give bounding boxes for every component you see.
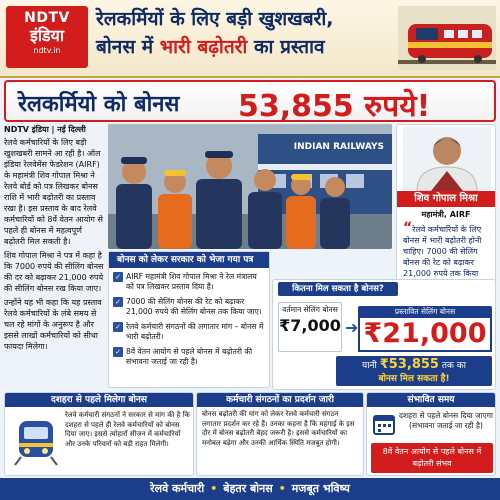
headline-line-2 [96, 33, 396, 61]
headline [96, 5, 396, 61]
footer-separator: • [278, 482, 286, 495]
footer-item-3: मजबूत भविष्य [291, 482, 350, 495]
total-bonus-callout [336, 356, 492, 386]
article-dateline: NDTV इंडिया | नई दिल्ली [4, 125, 86, 134]
protest-box [196, 392, 364, 476]
letter-title: बोनस को लेकर सरकार को भेजा गया पत्र [109, 252, 269, 268]
list-item-text: 8वें वेतन आयोग से पहले बोनस में बढ़ोतरी की संभावना जताई जा रही है। [126, 347, 253, 366]
total-suffix: तक का [438, 361, 466, 371]
total-prefix: यानी [362, 361, 380, 371]
dussehra-box-title: दशहरा से पहले मिलेगा बोनस [5, 393, 193, 407]
footer-bar [0, 478, 500, 500]
letter-box [108, 251, 270, 388]
person-role: महामंत्री, AIRF [421, 210, 471, 219]
footer-separator: • [210, 482, 218, 495]
list-item-text: 7000 की सेलिंग बोनस की रेट को बढ़ाकर 21,000 रुपये की सेलिंग बोनस तक किया जाए। [126, 297, 262, 316]
list-item [113, 347, 265, 367]
proposed-bonus-box [358, 306, 492, 354]
protest-box-title: कर्मचारी संगठनों का प्रदर्शन जारी [197, 393, 363, 407]
train-illustration-icon [398, 6, 496, 70]
arrow-right-icon: ➜ [345, 318, 359, 337]
checkmark-icon: ✓ [113, 322, 123, 332]
checkmark-icon: ✓ [113, 272, 123, 282]
bonus-banner [4, 80, 496, 122]
banner-amount: 53,855 रुपये! [238, 89, 431, 124]
current-bonus-box [278, 302, 342, 352]
timeline-text-1: दशहरा से पहले बोनस दिया जाएगा (संभावना जताई जा रही है) [399, 411, 493, 430]
headline-part-c: का प्रस्ताव [247, 36, 325, 58]
proposed-bonus-amount: ₹21,000 [358, 318, 492, 352]
list-item [113, 297, 265, 317]
person-quote-text: रेलवे कर्मचारियों के लिए बोनस में भारी बढ़ोतरी होनी चाहिए। 7000 की सेलिंग बोनस की रेट को बढ़ाकर 21,000 रुपये तक किया [403, 225, 482, 278]
article-paragraph-1: रेलवे कर्मचारियों के लिए बड़ी खुशखबरी सामने आ रही है। ऑल इंडिया रेलवेमेंस फेडरेशन (AIRF) के महामंत्री शिव गोपाल मिश्रा ने रेलवे बोर्ड को पत्र लिखकर बोनस राशि में भारी बढ़ोतरी का प्रस्ताव रखा है। इस प्रस्ताव के बाद रेलवे कर्मचारियों को 8वें वेतन आयोग से पहले ही बोनस में महत्वपूर्ण बढ़ोतरी मिल सकती है। [4, 138, 103, 246]
list-item-text: AIRF महामंत्री शिव गोपाल मिश्रा ने रेल मंत्रालय को पत्र लिखकर प्रस्ताव दिया है। [126, 272, 257, 291]
quote-mark-icon: “ [403, 220, 413, 236]
list-item-text: रेलवे कर्मचारी संगठनों की लगातार मांग – बोनस में भारी बढ़ोतरी। [126, 322, 264, 341]
logo-line-1: NDTV [24, 10, 70, 26]
timeline-text-2: 8वें वेतन आयोग से पहले बोनस में बढ़ोतरी संभव [371, 443, 493, 473]
calendar-icon [373, 413, 395, 435]
timeline-box [366, 392, 496, 476]
railway-staff-photo [108, 124, 392, 249]
footer-item-2: बेहतर बोनस [223, 482, 273, 495]
current-bonus-amount: ₹7,000 [279, 316, 341, 335]
total-line-2: बोनस मिल सकता है! [378, 374, 450, 384]
article-column [4, 124, 104, 392]
ndtv-india-logo[interactable] [6, 6, 88, 68]
person-name: शिव गोपाल मिश्रा [397, 191, 495, 207]
total-line-1 [336, 358, 492, 373]
total-amount: ₹53,855 [379, 357, 439, 372]
checkmark-icon: ✓ [113, 347, 123, 357]
headline-line-1: रेलकर्मियों के लिए बड़ी खुशखबरी, [96, 8, 334, 30]
headline-part-a: बोनस में [96, 36, 160, 58]
list-item [113, 272, 265, 292]
protest-box-text: बोनस बढ़ोतरी की मांग को लेकर रेलवे कर्मचारी संगठन लगातार प्रदर्शन कर रहे हैं। उनका कहना है कि महंगाई के इस दौर में बोनस बढ़ोतरी बेहद जरूरी है। इससे कर्मचारियों का मनोबल बढ़ेगा और उनकी आर्थिक स्थिति मजबूत होगी। [202, 410, 355, 447]
logo-line-2: इंडिया [30, 26, 64, 45]
banner-text: रेलकर्मियो को बोनस [18, 92, 180, 117]
compare-question: कितना मिल सकता है बोनस? [278, 282, 398, 296]
portrait-icon [403, 127, 491, 191]
current-bonus-label: वर्तमान सेलिंग बोनस [282, 305, 338, 314]
proposed-bonus-label: प्रस्तावित सेलिंग बोनस [358, 306, 492, 318]
header [0, 0, 500, 78]
article-paragraph-2: शिव गोपाल मिश्रा ने पत्र में कहा है कि 7000 रुपये की सीलिंग बोनस की दर को बढ़ाकर 21,000 रुपये की सीलिंग बोनस रख किया जाए। [4, 251, 104, 293]
letter-list [109, 268, 269, 367]
logo-url: ndtv.in [33, 46, 61, 55]
headline-highlight: भारी बढ़ोतरी [159, 36, 248, 58]
article-paragraph-3: उन्होंने यह भी कहा कि यह प्रस्ताव रेलवे कर्मचारियों के लंबे समय से चल रहे मांगों के अनुरूप है और इससे लाखों कर्मचारियों को सीधा फायदा मिलेगा। [4, 298, 102, 351]
footer-item-1: रेलवे कर्मचारी [150, 482, 205, 495]
checkmark-icon: ✓ [113, 297, 123, 307]
train-front-icon [11, 417, 61, 467]
dussehra-bonus-box [4, 392, 194, 476]
timeline-box-title: संभावित समय [367, 393, 495, 407]
railway-sign: INDIAN RAILWAYS [293, 142, 384, 152]
dussehra-box-text: रेलवे कर्मचारी संगठनों ने सरकार से मांग की है कि दशहरा से पहले ही रेलवे कर्मचारियों को बोनस दिया जाए। इससे त्योहारों सीजन में कर्मचारियों और उनके परिवारों को बड़ी राहत मिलेगी। [65, 411, 190, 448]
list-item [113, 322, 265, 342]
